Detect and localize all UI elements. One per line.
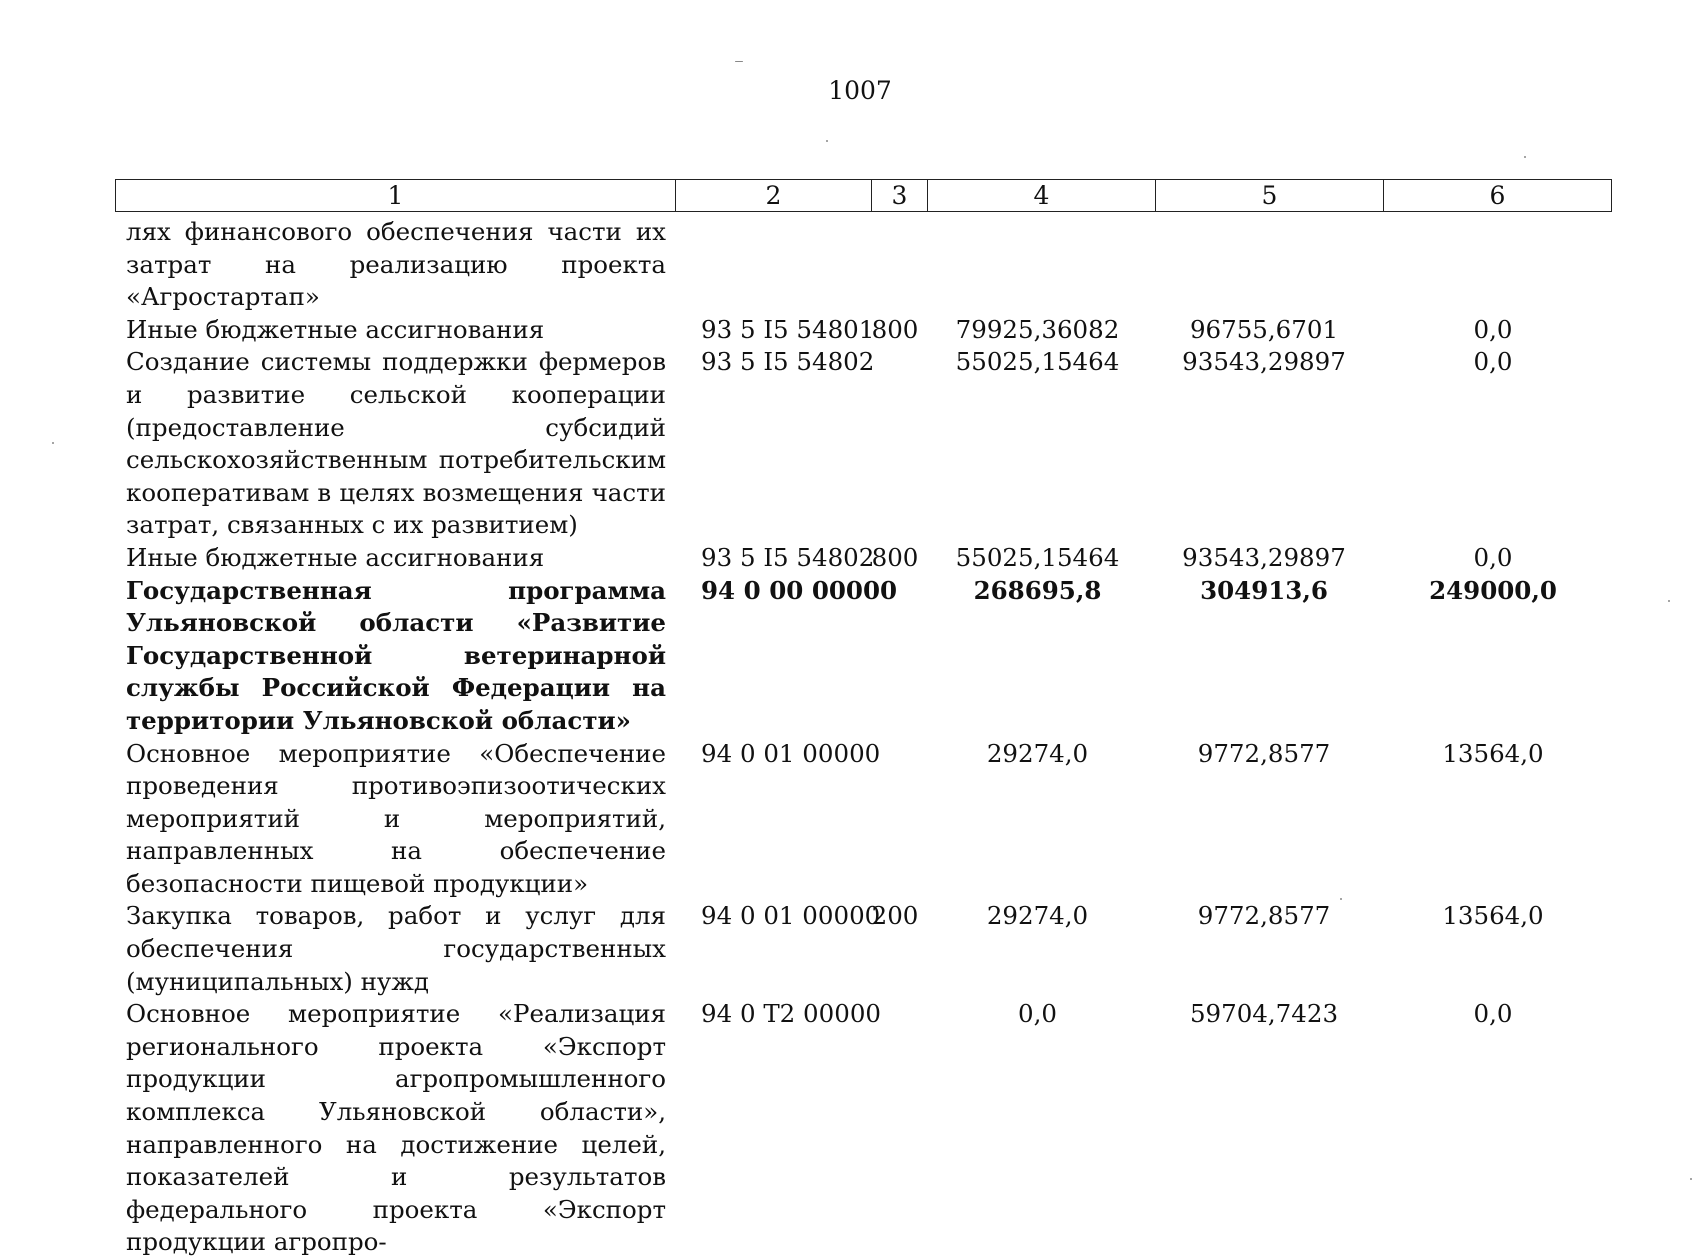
table-header bbox=[115, 179, 1612, 212]
table-row bbox=[115, 542, 1513, 575]
row-value-col6: 0,0 bbox=[1473, 314, 1513, 344]
row-value-col6: 0,0 bbox=[1473, 542, 1513, 572]
header-col-4: 4 bbox=[928, 180, 1156, 212]
row-code: 94 0 01 00000 bbox=[701, 738, 881, 768]
row-value-col5: 96755,6701 bbox=[1189, 314, 1339, 344]
row-description: Создание системы поддержки фермеров и развитие сельской кооперации (предоставление субсидий сельскохозяйственным потребительским кооперативам в целях возмещения части затрат, связанных с их развитием) bbox=[126, 347, 666, 540]
row-value-col4: 55025,15464 bbox=[955, 347, 1120, 377]
row-expense-type: 800 bbox=[871, 314, 919, 344]
header-col-2: 2 bbox=[676, 180, 872, 212]
row-value-col4: 29274,0 bbox=[986, 901, 1089, 931]
row-value-col5: 93543,29897 bbox=[1182, 347, 1346, 377]
table-row bbox=[115, 314, 1513, 347]
row-value-col5: 59704,7423 bbox=[1189, 999, 1339, 1029]
header-col-1: 1 bbox=[116, 180, 676, 212]
row-value-col6: 13564,0 bbox=[1442, 901, 1544, 931]
page-number: 1007 bbox=[828, 76, 892, 105]
row-value-col5: 304913,6 bbox=[1200, 575, 1328, 605]
row-value-col6: 249000,0 bbox=[1429, 575, 1557, 605]
table-row bbox=[115, 216, 666, 314]
table-row bbox=[115, 738, 1544, 901]
header-col-3: 3 bbox=[872, 180, 928, 212]
row-code: 94 0 00 00000 bbox=[701, 575, 898, 605]
table-row bbox=[115, 998, 1513, 1259]
row-value-col5: 9772,8577 bbox=[1197, 738, 1331, 768]
table-row bbox=[115, 346, 1513, 542]
row-value-col4: 29274,0 bbox=[986, 738, 1089, 768]
row-value-col4: 268695,8 bbox=[973, 575, 1102, 605]
row-value-col6: 0,0 bbox=[1473, 999, 1513, 1029]
row-description: Основное мероприятие «Обеспечение проведения противоэпизоотических мероприятий и мероприятий, направленных на обеспечение безопасности пищевой продукции» bbox=[126, 738, 666, 898]
row-code: 93 5 I5 54802 bbox=[701, 542, 875, 572]
row-code: 93 5 I5 54802 bbox=[701, 347, 875, 377]
row-code: 94 0 T2 00000 bbox=[701, 999, 881, 1029]
row-value-col6: 13564,0 bbox=[1442, 738, 1544, 768]
row-code: 94 0 01 00000 bbox=[701, 901, 881, 931]
row-description: Закупка товаров, работ и услуг для обеспечения государственных (муниципальных) нужд bbox=[126, 901, 666, 996]
row-description: Иные бюджетные ассигнования bbox=[126, 314, 545, 344]
row-value-col4: 55025,15464 bbox=[955, 542, 1120, 572]
row-value-col5: 93543,29897 bbox=[1182, 542, 1346, 572]
row-description: Иные бюджетные ассигнования bbox=[126, 542, 545, 572]
row-expense-type: 200 bbox=[871, 901, 919, 931]
header-col-6: 6 bbox=[1384, 180, 1612, 212]
row-value-col4: 0,0 bbox=[1018, 999, 1057, 1029]
row-description: Государственная программа Ульяновской области «Развитие Государственной ветеринарной службы Российской Федерации на территории Ульяновской области» bbox=[126, 575, 666, 735]
row-code: 93 5 I5 54801 bbox=[701, 314, 875, 344]
row-description: Основное мероприятие «Реализация регионального проекта «Экспорт продукции агропромышленного комплекса Ульяновской области», направленного на достижение целей, показателей и результатов федерального проекта «Экспорт продукции агропро- bbox=[126, 999, 666, 1257]
row-value-col4: 79925,36082 bbox=[955, 314, 1120, 344]
row-value-col5: 9772,8577 bbox=[1197, 901, 1331, 931]
row-value-col6: 0,0 bbox=[1473, 347, 1513, 377]
table-row bbox=[115, 900, 1544, 998]
row-expense-type: 800 bbox=[871, 542, 919, 572]
row-description: лях финансового обеспечения части их затрат на реализацию проекта «Агростартап» bbox=[126, 217, 666, 312]
header-col-5: 5 bbox=[1156, 180, 1384, 212]
table-row bbox=[115, 575, 1557, 738]
table-body bbox=[115, 216, 1557, 1259]
